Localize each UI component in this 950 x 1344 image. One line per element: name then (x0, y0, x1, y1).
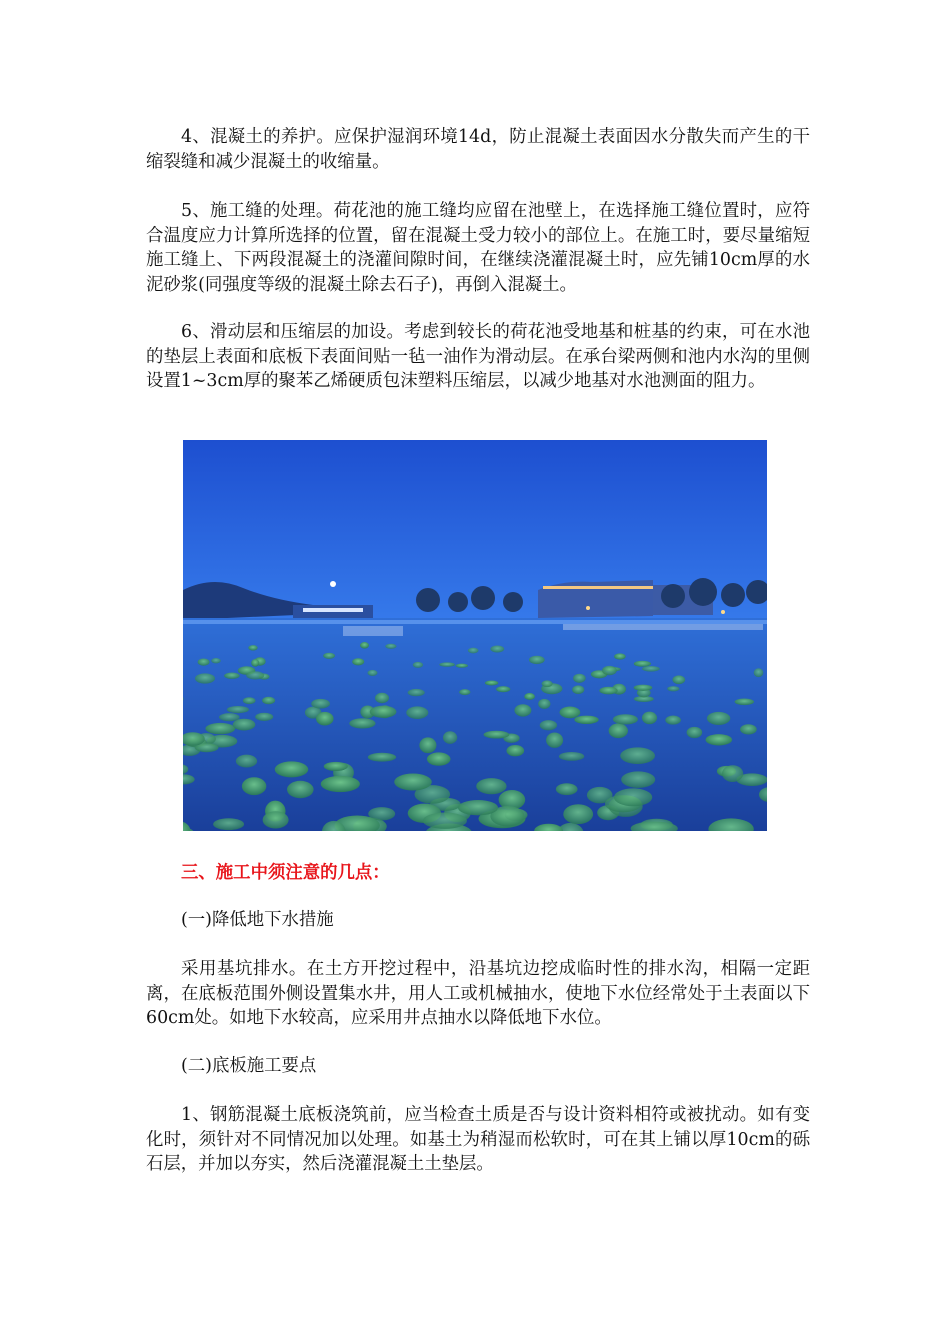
lotus-leaf (642, 712, 657, 725)
lotus-leaf (609, 723, 628, 738)
lotus-leaf (456, 664, 468, 668)
lotus-leaf (205, 723, 235, 734)
lotus-leaf (496, 686, 510, 692)
lotus-leaf (275, 761, 309, 777)
lotus-leaf (248, 645, 257, 650)
lotus-leaf (255, 713, 273, 721)
lotus-leaf (459, 689, 470, 695)
lotus-leaf (370, 706, 397, 718)
lotus-leaf (236, 755, 257, 768)
lotus-leaf (246, 671, 264, 679)
paragraph-construction-joint: 5、施工缝的处理。荷花池的施工缝均应留在池壁上，在选择施工缝位置时，应符合温度应力计算所选择的位置，留在混凝土受力较小的部位上。在施工时，要尽量缩短施工缝上、下两段混凝土的浇灌间隙时间，在继续浇灌混凝土时，应先铺10cm厚的水泥砂浆(同强度等级的混凝土除去石子)，再倒入混凝土。 (146, 201, 810, 295)
paragraph-groundwater: 采用基坑排水。在土方开挖过程中，沿基坑边挖成临时性的排水沟，相隔一定距离，在底板范围外侧设置集水井，用人工或机械抽水，使地下水位经常处于土表面以下60cm处。如地下水较高，应采用井点抽水以降低地下水位。 (146, 959, 810, 1028)
lotus-leaf (542, 680, 553, 687)
lotus-leaf (458, 800, 498, 815)
lotus-leaf (740, 724, 757, 734)
lotus-leaf (529, 656, 545, 664)
lotus-leaf (574, 716, 598, 724)
lotus-pond-night-photo (183, 440, 767, 831)
paragraph-curing: 4、混凝土的养护。应保护湿润环境14d，防止混凝土表面因水分散失而产生的干缩裂缝和减少混凝土的收缩量。 (146, 127, 810, 172)
paragraph-sliding-layer: 6、滑动层和压缩层的加设。考虑到较长的荷花池受地基和桩基的约束，可在水池的垫层上表面和底板下表面间贴一毡一油作为滑动层。在承台梁两侧和池内水沟的里侧设置1~3cm厚的聚苯乙烯硬质包沫塑料压缩层，以减少地基对水池测面的阻力。 (146, 322, 810, 391)
lotus-leaf (368, 753, 396, 762)
lotus-leaf (538, 699, 550, 709)
lotus-leaf (476, 778, 506, 794)
lotus-leaf (614, 788, 652, 806)
lotus-leaf (406, 706, 428, 719)
lotus-leaf (546, 732, 563, 747)
section-heading-notes: 三、施工中须注意的几点： (181, 863, 390, 883)
lotus-leaf (352, 658, 364, 665)
lotus-leaf (324, 762, 348, 771)
lotus-leaf (735, 699, 755, 706)
lotus-leaf (439, 662, 455, 666)
lotus-leaf (560, 707, 581, 719)
lotus-leaf (484, 731, 510, 739)
lotus-leaf (349, 718, 375, 728)
lotus-leaf (665, 716, 681, 725)
lotus-leaf (572, 685, 584, 694)
lotus-leaf (321, 776, 360, 792)
lotus-leaf (672, 675, 685, 684)
lotus-leaf (573, 674, 586, 683)
lotus-leaf (251, 659, 259, 667)
lotus-leaf (233, 719, 256, 731)
lotus-leaf (243, 697, 256, 704)
lotus-leaf (524, 693, 535, 700)
lotus-leaf (754, 668, 764, 677)
lotus-leaf (368, 670, 378, 676)
lotus-leaf (323, 653, 335, 659)
lotus-leaf (419, 737, 436, 753)
lotus-leaf (722, 765, 743, 782)
lotus-leaf (707, 712, 730, 725)
lotus-leaf (706, 734, 733, 745)
lotus-leaf (485, 681, 498, 686)
lotus-leaf (613, 714, 638, 724)
lotus-leaf (227, 706, 249, 713)
lotus-leaf (413, 662, 423, 668)
lotus-leaf (263, 811, 289, 828)
lotus-leaf (506, 745, 524, 756)
lotus-leaf (642, 666, 660, 672)
lotus-leaf (563, 804, 593, 824)
lotus-leaf (394, 773, 432, 790)
lotus-leaf (316, 712, 334, 726)
lotus-leaf (634, 661, 651, 667)
lotus-leaf (198, 658, 210, 665)
subheading-groundwater: (一)降低地下水措施 (181, 910, 334, 930)
lotus-leaf (427, 752, 451, 765)
lotus-leaf (490, 646, 504, 653)
lotus-leaf (360, 642, 369, 649)
lotus-leaf (540, 720, 557, 730)
lotus-leaf (687, 727, 703, 738)
subheading-floor-slab: (二)底板施工要点 (181, 1056, 317, 1076)
lotus-leaf (634, 685, 653, 691)
lotus-leaf (262, 697, 275, 705)
paragraph-floor-slab: 1、钢筋混凝土底板浇筑前，应当检查土质是否与设计资料相符或被扰动。如有变化时，须针对不同情况加以处理。如基土为稍湿而松软时，可在其上铺以厚10cm的砾石层，并加以夯实，然后浇灌混凝土土垫层。 (146, 1105, 810, 1174)
lotus-leaf (514, 704, 531, 716)
lotus-leaf (423, 812, 467, 828)
lotus-leaf (213, 818, 244, 830)
lotus-leaf (224, 673, 240, 679)
lotus-leaf (614, 653, 626, 659)
lotus-leaf (242, 777, 266, 795)
lotus-leaf (287, 781, 314, 798)
lotus-leaf (211, 658, 221, 663)
lotus-leaf (667, 686, 679, 691)
lotus-leaf (602, 666, 617, 675)
lotus-leaf (556, 783, 578, 795)
lotus-leaf (311, 699, 330, 709)
lotus-leaf (559, 752, 584, 761)
lotus-leaf (468, 648, 479, 654)
lotus-leaf (599, 687, 617, 695)
lotus-leaf (408, 689, 425, 696)
lotus-leaf (620, 747, 655, 764)
lotus-leaf (195, 673, 215, 683)
lotus-leaf (385, 644, 396, 649)
lotus-leaf (375, 693, 389, 703)
lotus-leaf (443, 731, 457, 744)
lotus-leaf (219, 713, 240, 721)
lotus-leaf (621, 771, 655, 788)
